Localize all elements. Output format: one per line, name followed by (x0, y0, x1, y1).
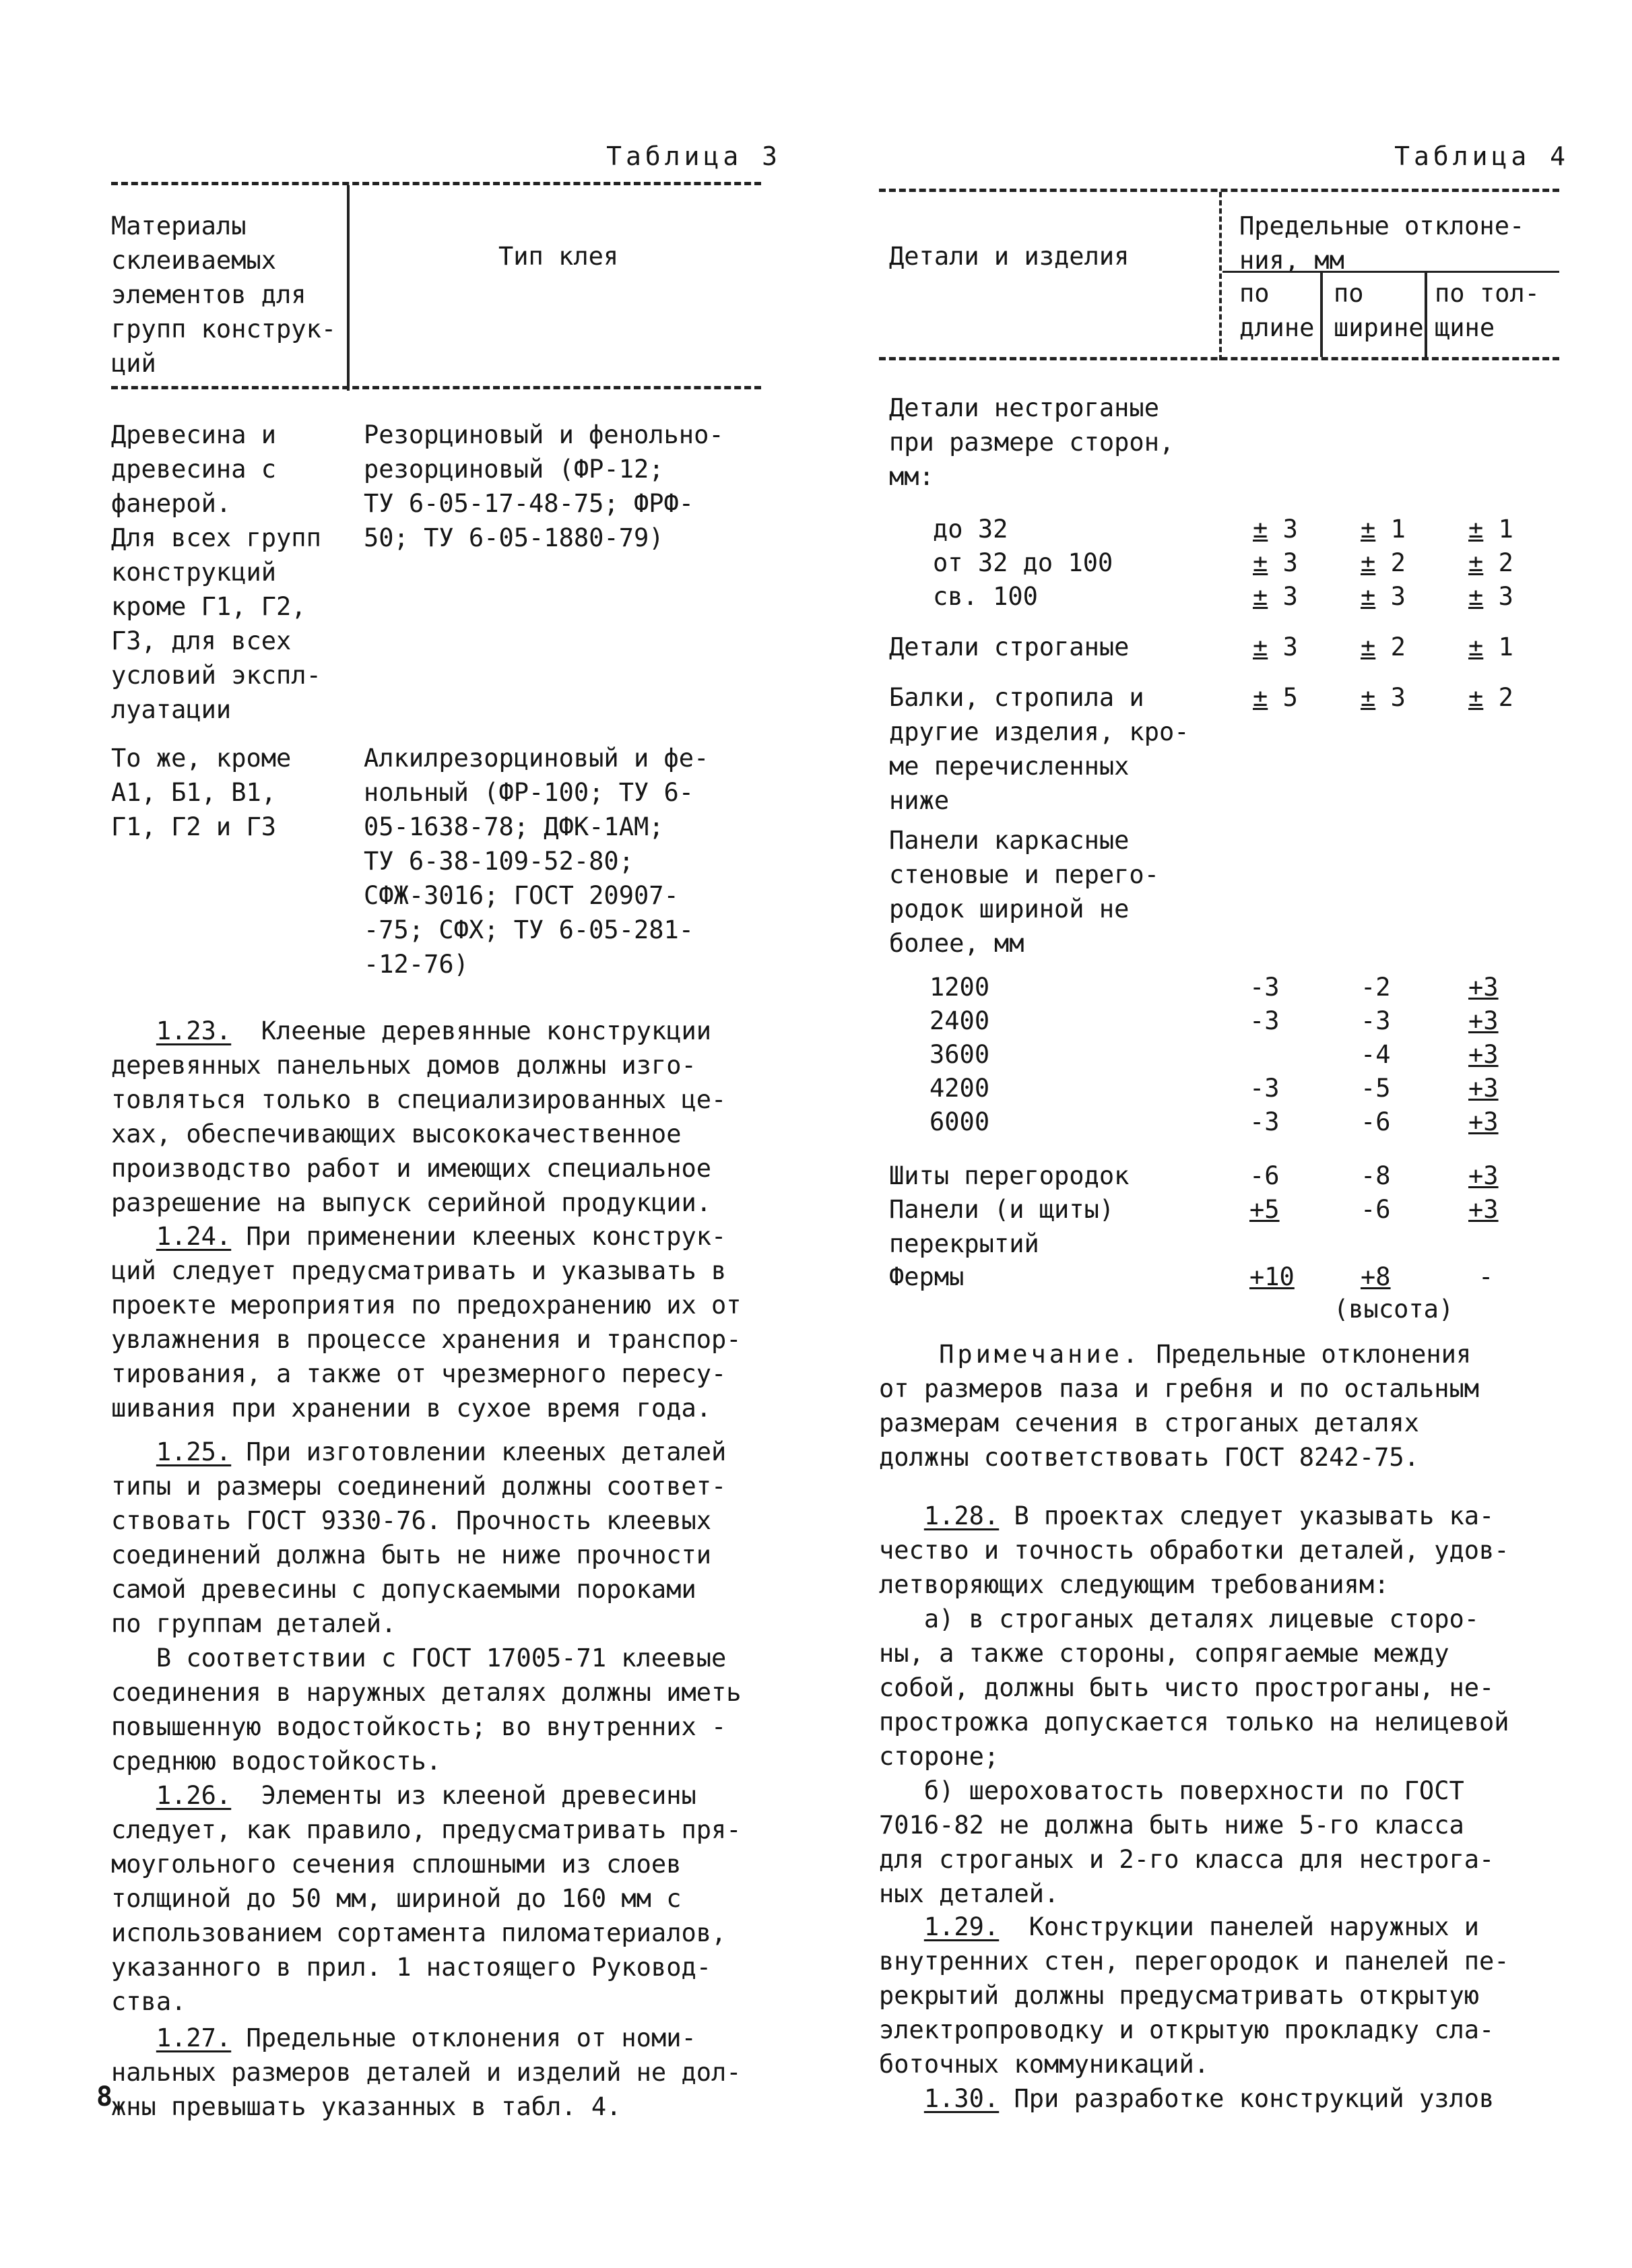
table4-sub-width: по ширине (1334, 279, 1424, 342)
table4-value: +3 (1468, 1161, 1499, 1190)
paragraph-1-29: 1.29. Конструкции панелей наружных и внутренних стен, перегородок и панелей пе- рекрытий должны предусматривать открытую электропроводку и открытую прокладку сла- боточных коммуникаций. (879, 1912, 1509, 2079)
table4-value: ± 1 (1361, 515, 1406, 544)
table4-value: +5 (1249, 1195, 1280, 1224)
table4-value: ± 3 (1253, 582, 1298, 611)
table4-value: -3 (1249, 1074, 1280, 1103)
table3-header-col1: Материалы склеиваемых элементов для групп конструк- ций (111, 212, 337, 378)
table3-row1-glue: Резорциновый и фенольно- резорциновый (ФР-12; ТУ 6-05-17-48-75; ФРФ- 50; ТУ 6-05-1880-79) (364, 420, 724, 552)
table4-value: ± 5 (1253, 683, 1298, 712)
table4-value: ± 1 (1468, 515, 1513, 544)
table4-value: +3 (1468, 1107, 1499, 1136)
table4-group-floor-panels: Панели (и щиты) перекрытий (889, 1195, 1115, 1258)
table4-value: - (1478, 1262, 1494, 1291)
table4-value: ± 2 (1468, 548, 1513, 577)
table4-value: -3 (1249, 1107, 1280, 1136)
table4-value: ± 1 (1468, 633, 1513, 661)
table4-row-1200: 1200 (929, 973, 990, 1002)
table4-value: -6 (1361, 1107, 1391, 1136)
table4-row-3600: 3600 (929, 1040, 990, 1069)
table4-row-4200: 4200 (929, 1074, 990, 1103)
page-number: 8 (96, 2081, 113, 2112)
paragraph-1-26: 1.26. Элементы из клееной древесины следует, как правило, предусматривать пря- моугольного сечения сплошными из слоев толщиной до 50 мм, шириной до 160 мм с использованием сортамента пиломатериалов, указанного в прил. 1 настоящего Руковод- ства. (111, 1781, 742, 2016)
table4-value: +3 (1468, 973, 1499, 1002)
paragraph-1-28: 1.28. В проектах следует указывать ка- чество и точность обработки деталей, удов- летворяющих следующим требованиям: а) в строганых деталях лицевые сторо- ны, а также стороны, сопрягаемые между собой, должны быть чисто простроганы, не- прострожка допускается только на нелицевой стороне; б) шероховатость поверхности по ГОСТ 7016-82 не должна быть ниже 5-го класса для строганых и 2-го класса для нестрога- ных деталей. (879, 1501, 1509, 1908)
table4-row-upto32: до 32 (933, 515, 1008, 544)
table4-sub-length: по длине (1239, 279, 1315, 342)
table3-row2-glue: Алкилрезорциновый и фе- нольный (ФР-100; ТУ 6- 05-1638-78; ДФК-1АМ; ТУ 6-38-109-52-80; СФЖ-3016; ГОСТ 20907- -75; СФХ; ТУ 6-05-281- -12-76) (364, 744, 709, 979)
paragraph-1-27: 1.27. Предельные отклонения от номи- нальных размеров деталей и изделий не дол- жны превышать указанных в табл. 4. (111, 2023, 742, 2121)
table4-header-bottom-rule (879, 357, 1559, 360)
table4-group-panels: Панели каркасные стеновые и перего- родок шириной не более, мм (889, 826, 1159, 958)
table4-value: +3 (1468, 1006, 1499, 1035)
table4-group-planed: Детали строганые (889, 633, 1130, 661)
table4-sub-thickness: по тол- щине (1435, 279, 1540, 342)
table4-divider-sub2 (1425, 273, 1427, 357)
table4-value: ± 3 (1253, 633, 1298, 661)
table4-value: +3 (1468, 1074, 1499, 1103)
table3-top-rule (111, 182, 761, 185)
table4-value: ± 2 (1468, 683, 1513, 712)
table3-column-divider (347, 185, 350, 391)
table4-value: ± 2 (1361, 548, 1406, 577)
table4-row-32-100: от 32 до 100 (933, 548, 1113, 577)
table4-group-partitions: Шиты перегородок (889, 1161, 1130, 1190)
table4-value: -3 (1249, 1006, 1280, 1035)
table4-header-group: Предельные отклоне- ния, мм (1239, 212, 1525, 275)
left-column (108, 0, 781, 2268)
table4-value: -2 (1361, 973, 1391, 1002)
table4-value: ± 3 (1253, 515, 1298, 544)
table4-group-rough: Детали нестроганые при размере сторон, мм: (889, 393, 1175, 491)
table3-header-col2: Тип клея (498, 242, 619, 271)
paragraph-1-23: 1.23. Клееные деревянные конструкции деревянных панельных домов должны изго- товляться только в специализированных це- хах, обеспечивающих высококачественное производство работ и имеющих специальное разрешение на выпуск серийной продукции. (111, 1016, 727, 1217)
table4-value: +3 (1468, 1195, 1499, 1224)
table4-divider-main (1219, 192, 1222, 360)
table4-row-2400: 2400 (929, 1006, 990, 1035)
table4-group-trusses: Фермы (889, 1262, 965, 1291)
paragraph-1-25: 1.25. При изготовлении клееных деталей типы и размеры соединений должны соответ- ствовать ГОСТ 9330-76. Прочность клеевых соединений должна быть не ниже прочности самой древесины с допускаемыми пороками по группам деталей. В соответствии с ГОСТ 17005-71 клеевые соединения в наружных деталях должны иметь повышенную водостойкость; во внутренних - среднюю водостойкость. (111, 1437, 742, 1776)
table3-row2-materials: То же, кроме А1, Б1, В1, Г1, Г2 и Г3 (111, 744, 292, 841)
table4-value: -3 (1249, 973, 1280, 1002)
table4-value: -8 (1361, 1161, 1391, 1190)
table4-header-col1: Детали и изделия (889, 242, 1130, 271)
table4-value: -4 (1361, 1040, 1391, 1069)
table4-value: ± 3 (1361, 582, 1406, 611)
table3-header-rule (111, 386, 761, 389)
table4-value: +8 (1361, 1262, 1391, 1291)
table4-value: ± 2 (1361, 633, 1406, 661)
table4-value: -6 (1249, 1161, 1280, 1190)
table4-value: ± 3 (1361, 683, 1406, 712)
table4-caption: Таблица 4 (1394, 141, 1569, 171)
table4-value: -6 (1361, 1195, 1391, 1224)
table4-divider-sub1 (1320, 273, 1323, 357)
table4-group-beams: Балки, стропила и другие изделия, кро- ме перечисленных ниже (889, 683, 1189, 815)
table4-value: -3 (1361, 1006, 1391, 1035)
table3-row1-materials: Древесина и древесина с фанерой. Для всех групп конструкций кроме Г1, Г2, Г3, для всех условий экспл- луатации (111, 420, 321, 724)
table4-value: +3 (1468, 1040, 1499, 1069)
paragraph-1-24: 1.24. При применении клееных конструк- ций следует предусматривать и указывать в проекте мероприятия по предохранению их от увлажнения в процессе хранения и транспор- тирования, а также от чрезмерного пересу- шивания при хранении в сухое время года. (111, 1222, 742, 1423)
right-column (876, 0, 1569, 2268)
table4-subheader-rule (1222, 271, 1559, 273)
table4-row-over100: св. 100 (933, 582, 1038, 611)
table4-value: ± 3 (1468, 582, 1513, 611)
table4-truss-note: (высота) (1334, 1295, 1454, 1324)
table4-value: +10 (1249, 1262, 1295, 1291)
paragraph-1-30: 1.30. При разработке конструкций узлов (923, 2084, 1495, 2113)
table4-note: Примечание. Предельные отклонения от размеров паза и гребня и по остальным размерам сечения в строганых деталях должны соответствовать ГОСТ 8242-75. (879, 1340, 1480, 1472)
table4-row-6000: 6000 (929, 1107, 990, 1136)
table4-value: ± 3 (1253, 548, 1298, 577)
table3-caption: Таблица 3 (606, 141, 781, 171)
table4-value: -5 (1361, 1074, 1391, 1103)
